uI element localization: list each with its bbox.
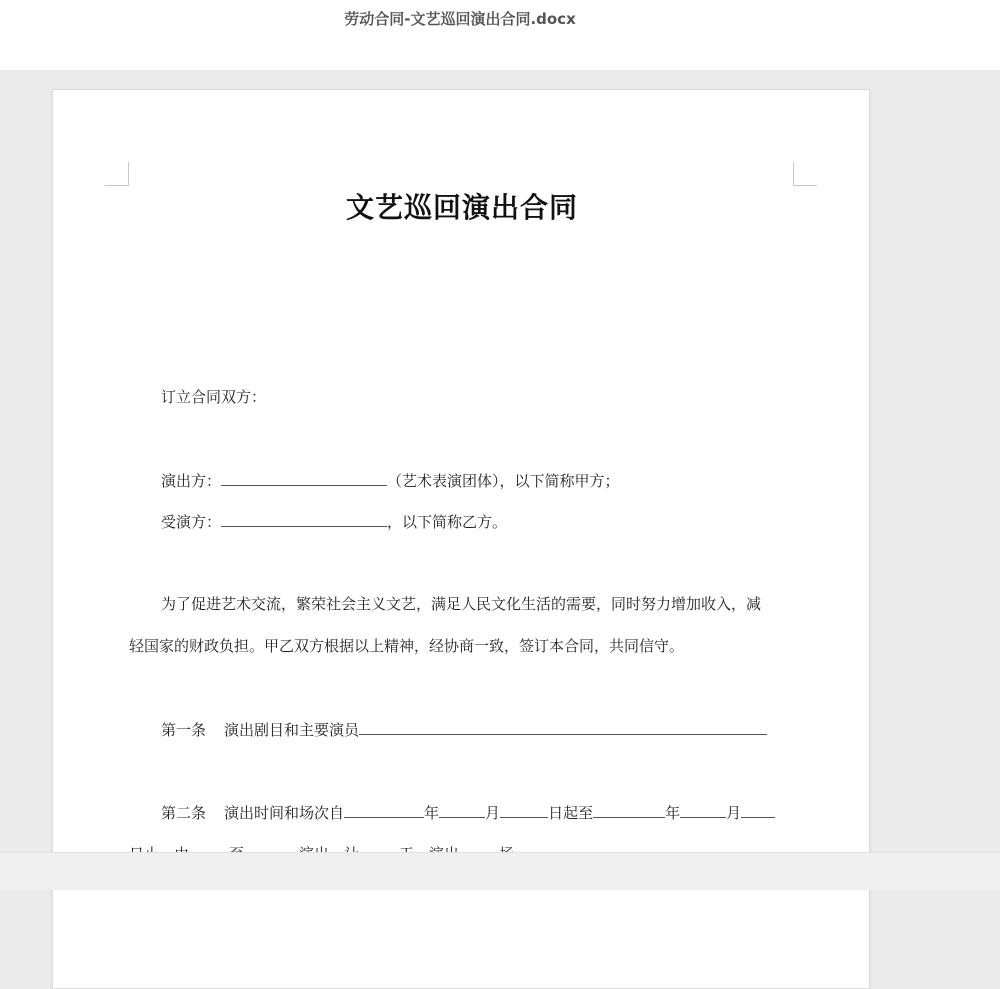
status-bar xyxy=(0,852,1000,890)
year-blank-1 xyxy=(344,802,424,818)
party-a-suffix: （艺术表演团体），以下简称甲方； xyxy=(387,472,620,490)
day-blank-2 xyxy=(741,802,775,818)
party-b-blank xyxy=(221,511,387,527)
article-2-number: 第二条 xyxy=(161,804,207,822)
party-b-label: 受演方： xyxy=(161,513,222,531)
month-label-2: 月 xyxy=(726,804,742,822)
month-label-1: 月 xyxy=(485,804,501,822)
article-2-text: 演出时间和场次自 xyxy=(224,804,345,822)
article-1-text: 演出剧目和主要演员 xyxy=(224,721,360,739)
party-b-line xyxy=(161,511,507,532)
article-2-line xyxy=(161,802,775,823)
file-title: 劳动合同-文艺巡回演出合同.docx xyxy=(344,10,576,28)
month-blank-2 xyxy=(680,802,726,818)
document-viewport[interactable] xyxy=(0,70,1000,852)
document-title: 文艺巡回演出合同 xyxy=(345,191,578,224)
day-label-1: 日起至 xyxy=(548,804,594,822)
day-blank-1 xyxy=(500,802,548,818)
article-1-number: 第一条 xyxy=(161,721,207,739)
year-label-1: 年 xyxy=(424,804,440,822)
year-label-2: 年 xyxy=(665,804,681,822)
party-a-blank xyxy=(221,470,387,486)
parties-intro: 订立合同双方： xyxy=(161,388,267,406)
party-a-line xyxy=(161,470,620,491)
preamble-line-2: 轻国家的财政负担。甲乙双方根据以上精神，经协商一致，签订本合同，共同信守。 xyxy=(129,637,685,655)
party-a-label: 演出方： xyxy=(161,472,222,490)
article-1-line xyxy=(161,719,767,740)
article-1-blank xyxy=(359,719,767,735)
margin-corner-top-left xyxy=(105,162,129,186)
year-blank-2 xyxy=(593,802,665,818)
preamble-line-1: 为了促进艺术交流，繁荣社会主义文艺，满足人民文化生活的需要，同时努力增加收入，减 xyxy=(161,595,762,613)
month-blank-1 xyxy=(439,802,485,818)
margin-corner-top-right xyxy=(793,162,817,186)
party-b-suffix: ，以下简称乙方。 xyxy=(387,513,508,531)
title-bar xyxy=(0,0,1000,70)
